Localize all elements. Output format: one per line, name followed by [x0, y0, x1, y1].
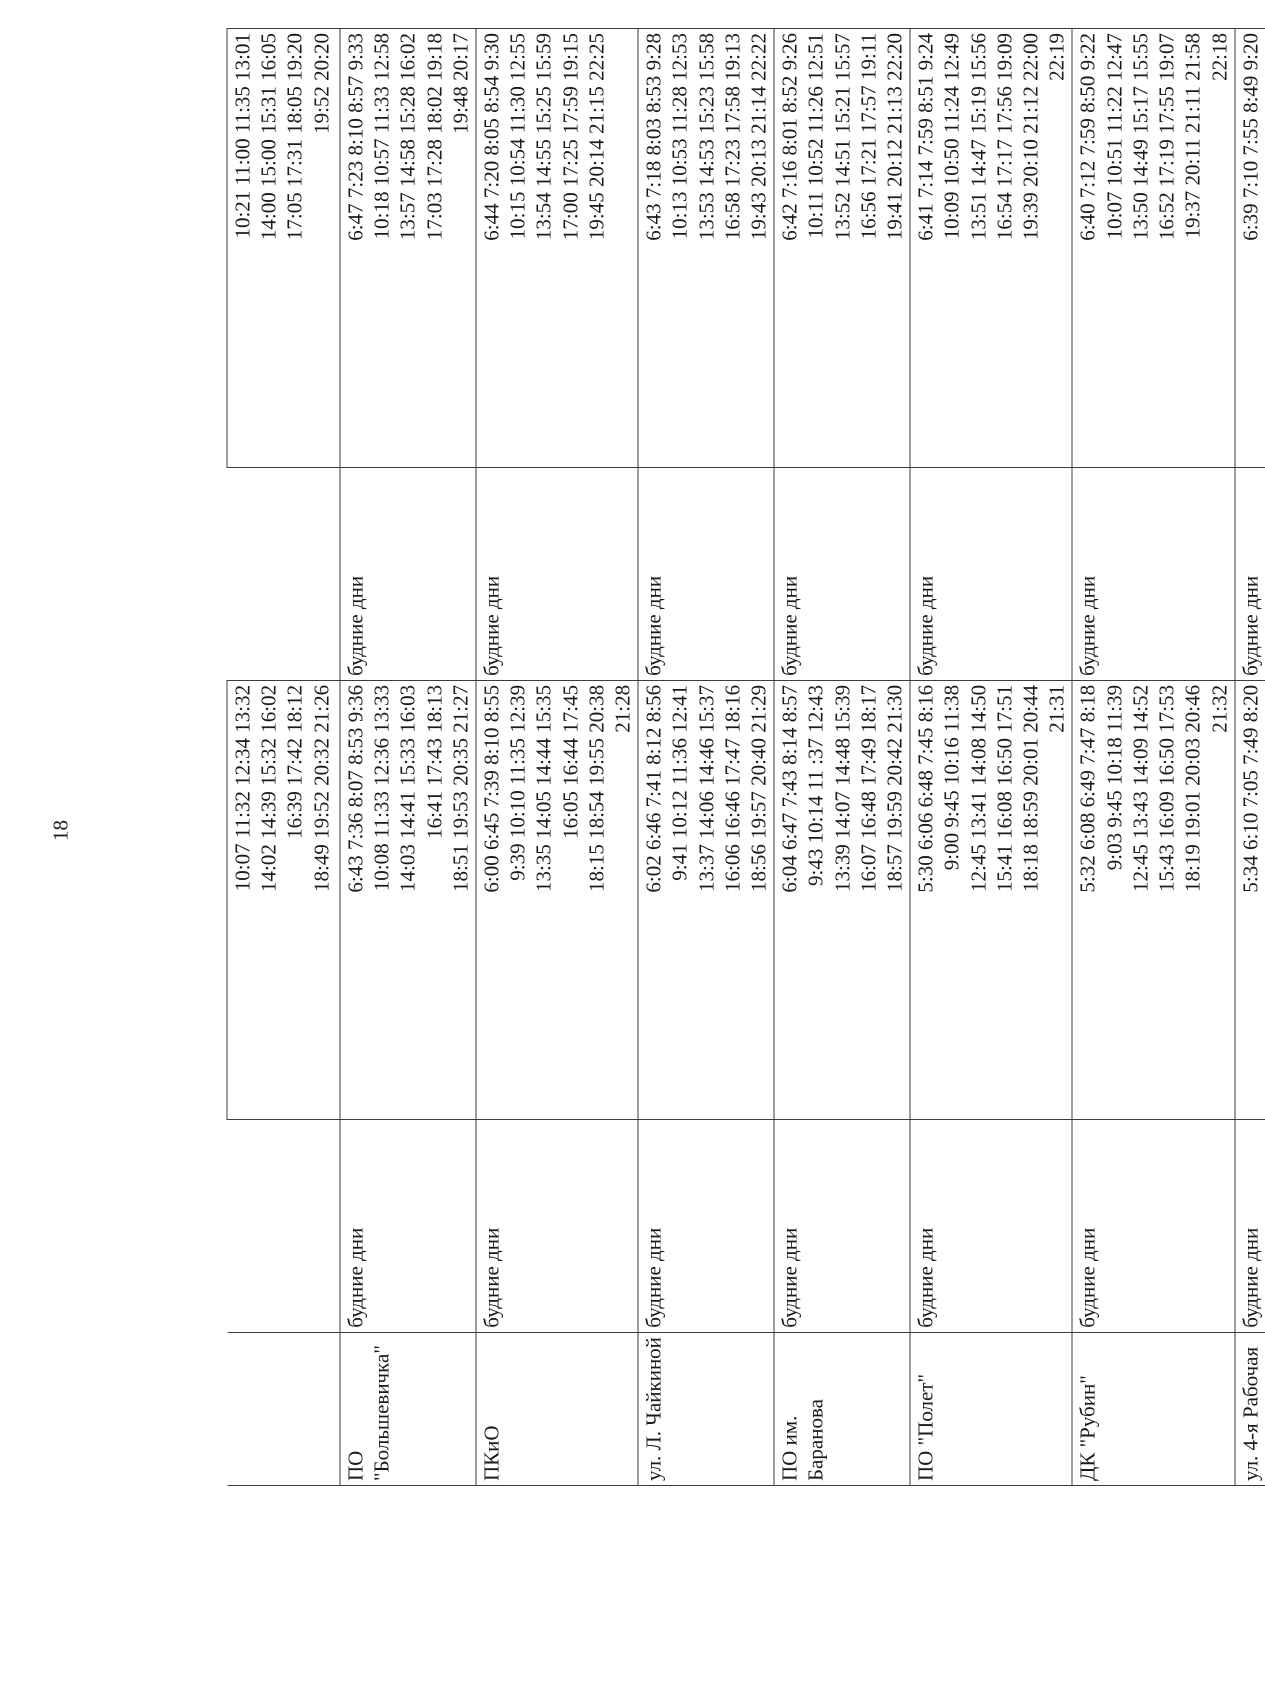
time-line: 9:43 10:14 11 :37 12:43	[803, 684, 828, 886]
time-line: 5:32 6:08 6:49 7:47 8:18	[1075, 684, 1100, 893]
time-line: 9:00 9:45 10:16 11:38	[939, 684, 964, 871]
time-line: 15:43 16:09 16:50 17:53	[1154, 684, 1179, 892]
time-line: 6:43 7:36 8:07 8:53 9:36	[343, 684, 368, 893]
times-cell-b	[774, 29, 910, 468]
times-cell-b	[227, 29, 340, 468]
time-line: 19:39 20:10 21:12 22:00	[1018, 33, 1043, 241]
time-line: 13:35 14:05 14:44 15:35	[531, 684, 556, 892]
time-line: 18:19 19:01 20:03 20:46	[1180, 684, 1205, 892]
time-line: 16:54 17:17 17:56 19:09	[992, 33, 1017, 241]
days-cell-a	[227, 1119, 340, 1332]
days-cell-b	[227, 467, 340, 680]
times-cell-b	[1072, 29, 1234, 468]
time-line: 10:21 11:00 11:35 13:01	[230, 33, 255, 239]
page-number: 18	[48, 820, 73, 841]
times-cell-b	[1235, 29, 1265, 468]
time-line: 13:39 14:07 14:48 15:39	[830, 684, 855, 892]
schedule-sheet	[227, 28, 1263, 1486]
days-cell-b: будние дни	[1072, 467, 1234, 680]
time-line: 5:34 6:10 7:05 7:49 8:20	[1238, 684, 1263, 893]
schedule-row	[910, 29, 1072, 1486]
time-line: 13:51 14:47 15:19 15:56	[966, 33, 991, 241]
time-line: 10:08 11:33 12:36 13:33	[369, 684, 394, 892]
time-line: 6:42 7:16 8:01 8:52 9:26	[777, 33, 802, 241]
days-cell-b: будние дни	[774, 467, 910, 680]
time-line: 13:50 14:49 15:17 15:55	[1128, 33, 1153, 241]
time-line: 13:52 14:51 15:21 15:57	[830, 33, 855, 241]
time-line: 16:06 16:46 17:47 18:16	[720, 684, 745, 892]
time-line: 6:00 6:45 7:39 8:10 8:55	[479, 684, 504, 893]
time-line: 9:03 9:45 10:18 11:39	[1102, 684, 1127, 871]
time-line: 6:40 7:12 7:59 8:50 9:22	[1075, 33, 1100, 241]
time-line: 21:28	[610, 684, 635, 733]
times-cell-b	[638, 29, 774, 468]
time-line: 19:37 20:11 21:11 21:58	[1180, 33, 1205, 239]
time-line: 5:30 6:06 6:48 7:45 8:16	[913, 684, 938, 893]
time-line: 10:13 10:53 11:28 12:53	[667, 33, 692, 240]
days-cell-a: будние дни	[1235, 1119, 1265, 1332]
time-line: 16:07 16:48 17:49 18:17	[856, 684, 881, 892]
time-line: 18:51 19:53 20:35 21:27	[448, 684, 473, 892]
stop-name-cell: ДК "Рубин"	[1072, 1332, 1234, 1485]
time-line: 14:00 15:00 15:31 16:05	[256, 33, 281, 241]
schedule-row	[1235, 29, 1265, 1486]
times-cell-a	[638, 680, 774, 1119]
time-line: 14:03 14:41 15:33 16:03	[395, 684, 420, 892]
time-line: 19:45 20:14 21:15 22:25	[584, 33, 609, 241]
schedule-row	[638, 29, 774, 1486]
times-cell-a	[910, 680, 1072, 1119]
time-line: 10:11 10:52 11:26 12:51	[803, 33, 828, 239]
time-line: 6:44 7:20 8:05 8:54 9:30	[479, 33, 504, 241]
time-line: 6:02 6:46 7:41 8:12 8:56	[641, 684, 666, 893]
days-cell-b: будние дни	[638, 467, 774, 680]
time-line: 16:52 17:19 17:55 19:07	[1154, 33, 1179, 241]
time-line: 21:31	[1044, 684, 1069, 733]
time-line: 15:41 16:08 16:50 17:51	[992, 684, 1017, 892]
times-cell-a	[1235, 680, 1265, 1119]
times-cell-a	[476, 680, 638, 1119]
time-line: 19:48 20:17	[448, 33, 473, 134]
time-line: 18:57 19:59 20:42 21:30	[882, 684, 907, 892]
time-line: 12:45 13:43 14:09 14:52	[1128, 684, 1153, 892]
stop-name-cell: ул. 4-я Рабочая	[1235, 1332, 1265, 1485]
days-cell-a: будние дни	[638, 1119, 774, 1332]
times-cell-a	[1072, 680, 1234, 1119]
time-line: 22:18	[1207, 33, 1231, 81]
time-line: 6:47 7:23 8:10 8:57 9:33	[343, 33, 368, 241]
time-line: 22:19	[1044, 33, 1069, 81]
days-cell-a: будние дни	[476, 1119, 638, 1332]
time-line: 10:18 10:57 11:33 12:58	[369, 33, 394, 240]
time-line: 18:56 19:57 20:40 21:29	[746, 684, 771, 892]
time-line: 16:39 17:42 18:12	[282, 684, 307, 839]
days-cell-a: будние дни	[774, 1119, 910, 1332]
days-cell-b: будние дни	[1235, 467, 1265, 680]
time-line: 6:41 7:14 7:59 8:51 9:24	[913, 33, 938, 241]
days-cell-a: будние дни	[340, 1119, 476, 1332]
time-line: 13:57 14:58 15:28 16:02	[395, 33, 420, 241]
time-line: 19:41 20:12 21:13 22:20	[882, 33, 907, 241]
time-line: 19:43 20:13 21:14 22:22	[746, 33, 771, 241]
stop-name-cell: ПО "Большевичка"	[340, 1332, 476, 1485]
time-line: 12:45 13:41 14:08 14:50	[966, 684, 991, 892]
time-line: 18:18 18:59 20:01 20:44	[1018, 684, 1043, 892]
time-line: 10:07 11:32 12:34 13:32	[230, 684, 255, 892]
stop-name-cell	[227, 1332, 340, 1485]
times-cell-a	[340, 680, 476, 1119]
times-cell-b	[910, 29, 1072, 468]
time-line: 13:54 14:55 15:25 15:59	[531, 33, 556, 241]
stop-name-cell: ПКиО	[476, 1332, 638, 1485]
days-cell-b: будние дни	[910, 467, 1072, 680]
times-cell-b	[476, 29, 638, 468]
time-line: 9:39 10:10 11:35 12:39	[505, 684, 530, 881]
days-cell-b: будние дни	[340, 467, 476, 680]
times-cell-b	[340, 29, 476, 468]
stop-name-cell: ул. Л. Чайкиной	[638, 1332, 774, 1485]
schedule-table	[227, 28, 1265, 1486]
time-line: 6:39 7:10 7:55 8:49 9:20	[1238, 33, 1263, 241]
days-cell-a: будние дни	[1072, 1119, 1234, 1332]
time-line: 16:05 16:44 17:45	[558, 684, 583, 839]
time-line: 17:05 17:31 18:05 19:20	[282, 33, 307, 241]
time-line: 10:09 10:50 11:24 12:49	[939, 33, 964, 240]
schedule-row	[476, 29, 638, 1486]
time-line: 17:03 17:28 18:02 19:18	[422, 33, 447, 241]
time-line: 17:00 17:25 17:59 19:15	[558, 33, 583, 241]
times-cell-a	[227, 680, 340, 1119]
schedule-row	[1072, 29, 1234, 1486]
time-line: 18:15 18:54 19:55 20:38	[584, 684, 609, 892]
time-line: 10:07 10:51 11:22 12:47	[1102, 33, 1127, 240]
time-line: 19:52 20:20	[309, 33, 334, 134]
time-line: 9:41 10:12 11:36 12:41	[667, 684, 692, 881]
schedule-body	[227, 29, 1265, 1486]
schedule-row	[340, 29, 476, 1486]
times-cell-a	[774, 680, 910, 1119]
time-line: 18:49 19:52 20:32 21:26	[309, 684, 334, 892]
time-line: 13:53 14:53 15:23 15:58	[694, 33, 719, 241]
time-line: 14:02 14:39 15:32 16:02	[256, 684, 281, 892]
stop-name-cell: ПО "Полет"	[910, 1332, 1072, 1485]
time-line: 16:41 17:43 18:13	[422, 684, 447, 839]
time-line: 6:43 7:18 8:03 8:53 9:28	[641, 33, 666, 241]
time-line: 16:58 17:23 17:58 19:13	[720, 33, 745, 241]
time-line: 10:15 10:54 11:30 12:55	[505, 33, 530, 240]
days-cell-a: будние дни	[910, 1119, 1072, 1332]
time-line: 6:04 6:47 7:43 8:14 8:57	[777, 684, 802, 893]
time-line: 21:32	[1207, 684, 1231, 733]
time-line: 13:37 14:06 14:46 15:37	[694, 684, 719, 892]
stop-name-cell: ПО им. Баранова	[774, 1332, 910, 1485]
schedule-row	[227, 29, 340, 1486]
time-line: 16:56 17:21 17:57 19:11	[856, 33, 881, 240]
schedule-row	[774, 29, 910, 1486]
days-cell-b: будние дни	[476, 467, 638, 680]
